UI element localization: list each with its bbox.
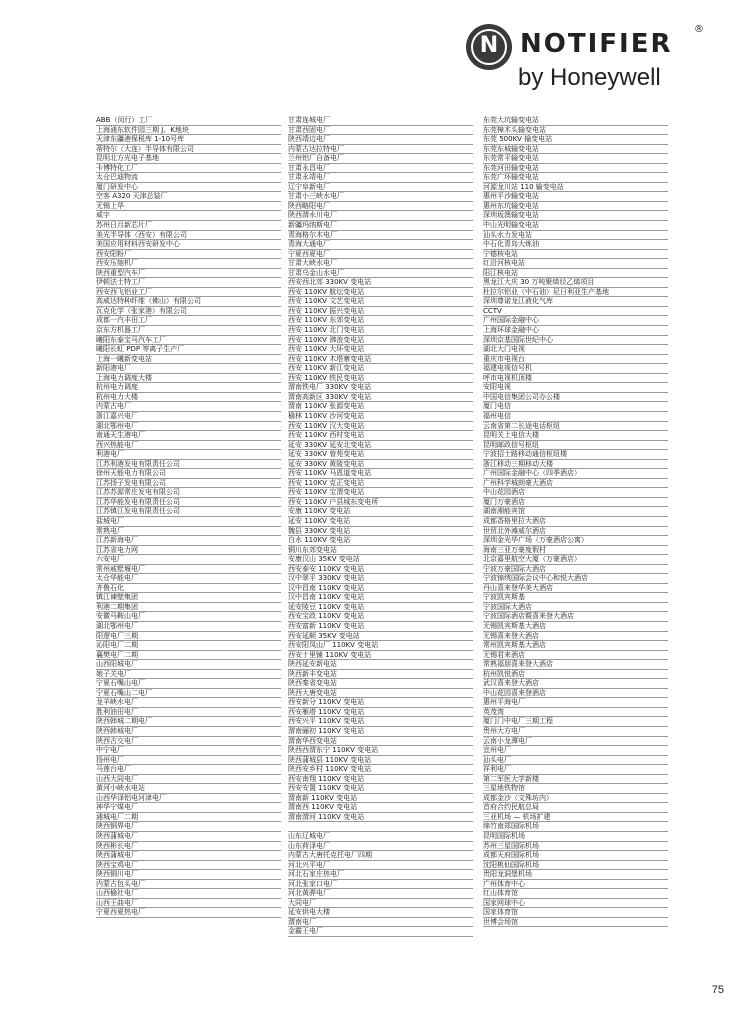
reference-entry: 第二军医大学新楼 xyxy=(483,775,668,785)
reference-entry: 安阳电视 xyxy=(483,383,668,393)
reference-entry: 甘肃乌金山水电厂 xyxy=(288,269,473,279)
reference-entry: 上海浦东软件园三期 J、K地块 xyxy=(96,126,281,136)
reference-entry: 常州凯宾斯基大酒店 xyxy=(483,641,668,651)
reference-entry: 成都金沙（文殊坊内） xyxy=(483,794,668,804)
reference-entry: 西安 110KV 文艺变电站 xyxy=(288,297,473,307)
reference-column-3 xyxy=(483,116,668,927)
reference-entry: 西安富新 110KV 变电站 xyxy=(288,622,473,632)
reference-entry: 西安 110KV 西村变电站 xyxy=(288,431,473,441)
reference-entry: 西安 110KV 铁民变电站 xyxy=(288,374,473,384)
reference-entry: 深圳尊诺龙江液化气库 xyxy=(483,297,668,307)
reference-entry: 成都香格里拉大酒店 xyxy=(483,517,668,527)
reference-entry: 国家体育馆 xyxy=(483,908,668,918)
reference-entry: 无锡君来酒店 xyxy=(483,651,668,661)
reference-entry: 金霸王电厂 xyxy=(288,927,473,937)
reference-entry: 西安压缩机厂 xyxy=(96,259,281,269)
reference-entry: 呼市电视机顶楼 xyxy=(483,374,668,384)
reference-entry: 广州科学城朗豪大酒店 xyxy=(483,479,668,489)
reference-entry: 利港电厂 xyxy=(96,450,281,460)
reference-entry: 西安泰安 110KV 变电站 xyxy=(288,565,473,575)
reference-entry: 常熟福朋喜来登大酒店 xyxy=(483,660,668,670)
reference-entry: 徐州天能电力有限公司 xyxy=(96,469,281,479)
reference-entry: ABB（闵行）工厂 xyxy=(96,116,281,126)
reference-entry: 惠州平海电厂 xyxy=(483,698,668,708)
reference-entry: 蒂特尔（大连）半导体有限公司 xyxy=(96,145,281,155)
reference-entry: 宁德核电站 xyxy=(483,250,668,260)
reference-entry: 渭南 110KV 张源变电站 xyxy=(288,402,473,412)
reference-entry: 空客 A320 天津总装厂 xyxy=(96,192,281,202)
reference-entry: 卡博特化工厂 xyxy=(96,164,281,174)
reference-entry: 陕西靖边电厂 xyxy=(288,135,473,145)
reference-entry: 六安电厂 xyxy=(96,555,281,565)
reference-entry: 陕西蒲城电厂 xyxy=(96,832,281,842)
page-number: 75 xyxy=(711,984,724,996)
reference-entry: 宁波万豪国际大酒店 xyxy=(483,565,668,575)
reference-entry: 龙羊峡水电厂 xyxy=(96,698,281,708)
reference-entry: 榆林 110KV 沙河变电站 xyxy=(288,412,473,422)
reference-entry: 贵阳龙洞堡机场 xyxy=(483,870,668,880)
reference-entry: 西安宝政 110KV 变电站 xyxy=(288,612,473,622)
reference-entry: 昆明北方光电子基地 xyxy=(96,154,281,164)
reference-entry: 昆明关上电信大楼 xyxy=(483,431,668,441)
reference-entry: 河北石家庄热电厂 xyxy=(288,870,473,880)
reference-entry: 渭南华西变电站 xyxy=(288,737,473,747)
reference-entry: 内蒙古包头电厂 xyxy=(96,880,281,890)
reference-entry: 西安西北郊 330KV 变电站 xyxy=(288,278,473,288)
reference-entry: 三星地铁物馆 xyxy=(483,784,668,794)
reference-entry: 惠州东坑输变电站 xyxy=(483,202,668,212)
reference-entry: 江苏镇江发电有限责任公司 xyxy=(96,507,281,517)
reference-entry: 浙江移动三期移动大楼 xyxy=(483,460,668,470)
reference-entry: 太仓华能电厂 xyxy=(96,574,281,584)
reference-entry: 河北兴平电厂 xyxy=(288,861,473,871)
reference-entry: 山西大同电厂 xyxy=(96,775,281,785)
reference-entry: 无锡上华 xyxy=(96,202,281,212)
notifier-badge-icon xyxy=(466,24,512,70)
reference-entry: 中国电信集团公司办公楼 xyxy=(483,393,668,403)
reference-entry: 陕西古交电厂 xyxy=(96,737,281,747)
reference-entry: 曦阳东泰宝马汽车工厂 xyxy=(96,336,281,346)
reference-entry: 云南省第二长途电话枢纽 xyxy=(483,422,668,432)
reference-entry: 渭南电厂 xyxy=(288,918,473,928)
reference-entry: 云南小龙潭电厂 xyxy=(483,737,668,747)
reference-entry: 深圳金光华广场（万豪酒店公寓） xyxy=(483,536,668,546)
reference-entry: 神华宁煤电厂 xyxy=(96,803,281,813)
reference-entry: 宁夏石嘴山二电厂 xyxy=(96,689,281,699)
reference-entry: 陕西大唐变电站 xyxy=(288,689,473,699)
reference-entry: 陕西西渭东宁 110KV 变电站 xyxy=(288,746,473,756)
reference-entry: 河北黄骅电厂 xyxy=(288,889,473,899)
reference-entry: 渭南新 110KV 变电站 xyxy=(288,794,473,804)
reference-entry: 白水 110KV 变电站 xyxy=(288,536,473,546)
reference-entry: 重庆市电视台 xyxy=(483,355,668,365)
reference-entry: 美国应用材料西安研发中心 xyxy=(96,240,281,250)
reference-entry: 东莞常平输变电站 xyxy=(483,154,668,164)
reference-entry: 江苏新海电厂 xyxy=(96,536,281,546)
brand-tagline: by Honeywell xyxy=(518,64,661,91)
reference-entry: 陕西延安新电站 xyxy=(288,660,473,670)
reference-entry: 西安 110KV 航坛变电站 xyxy=(288,288,473,298)
reference-entry: 昆明国际机场 xyxy=(483,832,668,842)
reference-entry: 广州国际金融中心（四季酒店） xyxy=(483,469,668,479)
reference-entry: 上海一曦新变电站 xyxy=(96,355,281,365)
reference-entry: 陕西蒲城电厂 xyxy=(96,851,281,861)
reference-entry: 西安阳凤山厂 110KV 变电站 xyxy=(288,641,473,651)
reference-entry: 陕西略阳电厂 xyxy=(288,202,473,212)
reference-entry: 陕西安乡村 110KV 变电站 xyxy=(288,765,473,775)
reference-entry: 西安 110KV 马恩道变电站 xyxy=(288,469,473,479)
reference-entry: 山西华泽铝电河津电厂 xyxy=(96,794,281,804)
reference-entry: 上海环球金融中心 xyxy=(483,326,668,336)
reference-entry: 渭南骊初 110KV 变电站 xyxy=(288,727,473,737)
reference-list-1 xyxy=(96,116,281,918)
reference-entry: 新疆玛纳斯电厂 xyxy=(288,221,473,231)
reference-entry: 青海格尔木电厂 xyxy=(288,231,473,241)
reference-entry: 美光半导体（西安）有限公司 xyxy=(96,231,281,241)
reference-entry: 常熟电厂 xyxy=(96,527,281,537)
reference-entry: 红山体育馆 xyxy=(483,889,668,899)
reference-entry: 中山花园酒店 xyxy=(483,488,668,498)
reference-list-3 xyxy=(483,116,668,927)
reference-entry: 齐鲁石化 xyxy=(96,584,281,594)
reference-entry: 渭南西 110KV 变电站 xyxy=(288,803,473,813)
reference-entry: 浙江嘉兴电厂 xyxy=(96,412,281,422)
reference-entry: 中山花园喜来登酒店 xyxy=(483,689,668,699)
reference-entry: 三亚机场 — 机场扩建 xyxy=(483,813,668,823)
reference-entry: 首府合约民航总局 xyxy=(483,803,668,813)
reference-entry: 河北张家口电厂 xyxy=(288,880,473,890)
reference-entry: 西安延顺 35KV 变电站 xyxy=(288,632,473,642)
reference-entry: 西安 110KV 振兴变电站 xyxy=(288,307,473,317)
reference-entry: 武汉喜来登大酒店 xyxy=(483,679,668,689)
reference-entry: 上海电力调度大楼 xyxy=(96,374,281,384)
reference-entry: 深圳坂澳输变电站 xyxy=(483,211,668,221)
reference-entry: 宁波锦绣国际会议中心和悦大酒店 xyxy=(483,574,668,584)
reference-entry: 陕西韩城电厂 xyxy=(96,727,281,737)
reference-entry: 兰州铝厂自备电厂 xyxy=(288,154,473,164)
reference-entry: 伊顿法士特工厂 xyxy=(96,278,281,288)
reference-entry: 沁阳电厂二期 xyxy=(96,641,281,651)
reference-entry: 北京嘉里航空大厦（万豪酒店） xyxy=(483,555,668,565)
reference-entry: 甘肃连城电厂 xyxy=(288,116,473,126)
reference-entry: 甘肃永靖电厂 xyxy=(288,173,473,183)
reference-entry: 厦门电信 xyxy=(483,402,668,412)
reference-entry: 西安 110KV 克正变电站 xyxy=(288,479,473,489)
reference-entry: 世贸北外滩威尔酒店 xyxy=(483,527,668,537)
reference-entry: 宁夏西夏热电厂 xyxy=(96,908,281,918)
reference-entry: 阳江核电站 xyxy=(483,269,668,279)
reference-entry: 安康汉山 35KV 变电站 xyxy=(288,555,473,565)
reference-entry: 利港二期集团 xyxy=(96,603,281,613)
reference-entry: 东莞东城输变电站 xyxy=(483,145,668,155)
reference-entry: 杜拉尔铝业（中石油）尼日利亚生产基地 xyxy=(483,288,668,298)
reference-entry: 西兴热能电厂 xyxy=(96,441,281,451)
reference-entry: 常州戚墅堰电厂 xyxy=(96,565,281,575)
reference-entry: 安康 110KV 变电站 xyxy=(288,507,473,517)
reference-entry: 西安 110KV 木塔寨变电站 xyxy=(288,355,473,365)
reference-entry: 国家网球中心 xyxy=(483,899,668,909)
reference-entry: 西安新分 110KV 变电站 xyxy=(288,698,473,708)
reference-entry: 新阳港电厂 xyxy=(96,364,281,374)
reference-entry: 中石化青岛大炼油 xyxy=(483,240,668,250)
reference-entry: 阳逻电厂三期 xyxy=(96,632,281,642)
reference-entry: 苏州日月新芯片厂 xyxy=(96,221,281,231)
reference-entry: 杭州电力大楼 xyxy=(96,393,281,403)
reference-entry: 西安西飞铝业工厂 xyxy=(96,288,281,298)
reference-entry: 陕西宝鸡电厂 xyxy=(96,861,281,871)
reference-entry: 内蒙古达拉特电厂 xyxy=(288,145,473,155)
reference-entry: 湖北大门电视 xyxy=(483,345,668,355)
reference-entry: 陕西彬长电厂 xyxy=(96,842,281,852)
reference-entry: 西安南翔 110KV 变电站 xyxy=(288,775,473,785)
reference-entry: 延安 330KV 曾苑变电站 xyxy=(288,450,473,460)
reference-entry: 陕西秦省变电站 xyxy=(288,679,473,689)
reference-entry: 宜州电厂 xyxy=(483,746,668,756)
reference-entry: 高威达特种纤维（佛山）有限公司 xyxy=(96,297,281,307)
reference-entry: 威宇 xyxy=(96,211,281,221)
reference-entry: 延安供电大楼 xyxy=(288,908,473,918)
reference-entry xyxy=(288,822,473,832)
reference-entry: 陕西重型汽车厂 xyxy=(96,269,281,279)
reference-entry: 内蒙古电厂 xyxy=(96,402,281,412)
reference-entry: 陕西渭水川电厂 xyxy=(288,211,473,221)
reference-entry: 河源龙川站 110 输变电站 xyxy=(483,183,668,193)
reference-entry: 西安 110KV 东郊变电站 xyxy=(288,316,473,326)
reference-entry: 西安 110KV 沸浪变电站 xyxy=(288,336,473,346)
reference-entry: 无锡喜来登大酒店 xyxy=(483,632,668,642)
reference-entry: 湖北鄂州电厂 xyxy=(96,422,281,432)
reference-entry: 厦门研发中心 xyxy=(96,183,281,193)
reference-entry: 成都天府国际机场 xyxy=(483,851,668,861)
reference-entry: 杭州电力调度 xyxy=(96,383,281,393)
reference-entry: 汉中昌南 110KV 变电站 xyxy=(288,584,473,594)
reference-entry: 宁夏石嘴山电厂 xyxy=(96,679,281,689)
reference-column-1 xyxy=(96,116,281,918)
reference-entry: 西安 110KV 汉大变电站 xyxy=(288,422,473,432)
reference-entry: 延安陵豆 110KV 变电站 xyxy=(288,603,473,613)
reference-entry: 甘肃大峡水电厂 xyxy=(288,259,473,269)
reference-entry: 东莞河田输变电站 xyxy=(483,164,668,174)
reference-entry: 西安阳粉厂 xyxy=(96,250,281,260)
reference-entry: 宁夏西夏电厂 xyxy=(288,250,473,260)
reference-entry: 宁波国际酒店暨喜来登大酒店 xyxy=(483,612,668,622)
reference-entry: 江苏扬子发电有限公司 xyxy=(96,479,281,489)
reference-entry: 南通天生港电厂 xyxy=(96,431,281,441)
reference-entry: 山东荷泽电厂 xyxy=(288,842,473,852)
registered-mark: ® xyxy=(694,24,704,35)
reference-entry: 曦阳长虹 PDP 等离子生产厂 xyxy=(96,345,281,355)
reference-entry: 汉中翠平 330KV 变电站 xyxy=(288,574,473,584)
reference-entry: 沈阳桃仙国际机场 xyxy=(483,861,668,871)
reference-entry: 西安 110KV 宝渭变电站 xyxy=(288,488,473,498)
reference-entry: 江苏苏源常庄发电有限公司 xyxy=(96,488,281,498)
reference-entry: 山西阳城电厂 xyxy=(96,660,281,670)
reference-entry: 西安安置 110KV 变电站 xyxy=(288,784,473,794)
reference-entry: 贵州大方电厂 xyxy=(483,727,668,737)
reference-entry: 汕头水力发电站 xyxy=(483,231,668,241)
reference-entry: 西安兴平 110KV 变电站 xyxy=(288,717,473,727)
reference-entry: 西安十里铺 110KV 变电站 xyxy=(288,651,473,661)
reference-entry: 中宁电厂 xyxy=(96,746,281,756)
reference-entry: 深圳京基国际世纪中心 xyxy=(483,336,668,346)
reference-entry: 京东方机器工厂 xyxy=(96,326,281,336)
notifier-honeywell-logo xyxy=(466,22,716,100)
reference-entry: 湖南湘能宾馆 xyxy=(483,507,668,517)
reference-entry: 湖北鄂州电厂 xyxy=(96,622,281,632)
reference-entry: 西安雁塔 110KV 变电站 xyxy=(288,708,473,718)
reference-entry: 陕西铜界电厂 xyxy=(96,822,281,832)
reference-entry: 马莲台电厂 xyxy=(96,765,281,775)
reference-entry: 成都一汽丰田工厂 xyxy=(96,316,281,326)
reference-entry: 福州电信 xyxy=(483,412,668,422)
reference-entry: 扬州电厂 xyxy=(96,756,281,766)
reference-entry: 广州体育中心 xyxy=(483,880,668,890)
reference-entry: 襄樊电厂二期 xyxy=(96,651,281,661)
reference-entry: 渭南渭河 110KV 变电站 xyxy=(288,813,473,823)
reference-entry: 福建电视信号机 xyxy=(483,364,668,374)
reference-entry: 黑龙江大庆 30 万吨聚烯烃乙烯项目 xyxy=(483,278,668,288)
reference-entry: 渭南铁电厂 330KV 变电站 xyxy=(288,383,473,393)
reference-entry: 山西榆社电厂 xyxy=(96,889,281,899)
reference-entry: 延安 330KV 黄陵变电站 xyxy=(288,460,473,470)
reference-entry: 延安 330KV 延安北变电站 xyxy=(288,441,473,451)
reference-entry: 浦城电厂二期 xyxy=(96,813,281,823)
reference-entry: 陕西新丰变电站 xyxy=(288,670,473,680)
reference-entry: 铜川东郊变电站 xyxy=(288,546,473,556)
reference-entry: 山东辽城电厂 xyxy=(288,832,473,842)
reference-entry: 海南三亚万豪度假村 xyxy=(483,546,668,556)
reference-entry: 甘肃永昌电厂 xyxy=(288,164,473,174)
reference-entry: 杭州凯悦酒店 xyxy=(483,670,668,680)
reference-entry: 宁波凯宾斯基 xyxy=(483,593,668,603)
reference-entry: 瓦克化学（张家港）有限公司 xyxy=(96,307,281,317)
reference-entry: 安徽马鞍山电厂 xyxy=(96,612,281,622)
reference-entry: 惠州平沙输变电站 xyxy=(483,192,668,202)
reference-entry: 江苏省电力网 xyxy=(96,546,281,556)
reference-entry: 东莞樟木头输变电站 xyxy=(483,126,668,136)
reference-entry: 陕西蒲城县 110KV 变电站 xyxy=(288,756,473,766)
reference-entry: 山西王曲电厂 xyxy=(96,899,281,909)
reference-entry: 内蒙古大唐托克托电厂四期 xyxy=(288,851,473,861)
reference-entry: 镇江谏壁集团 xyxy=(96,593,281,603)
reference-entry: 厦门门中电厂三期工程 xyxy=(483,717,668,727)
reference-entry: 盐城电厂 xyxy=(96,517,281,527)
reference-entry: 胜利油田电厂 xyxy=(96,708,281,718)
brand-name: NOTIFIER xyxy=(520,29,673,59)
reference-entry: 汉中昌南 110KV 变电站 xyxy=(288,593,473,603)
reference-entry: 丹山喜来登华美大酒店 xyxy=(483,584,668,594)
reference-entry: 东莞大坑输变电站 xyxy=(483,116,668,126)
reference-entry: CCTV xyxy=(483,307,668,317)
reference-entry: 汕头电厂 xyxy=(483,756,668,766)
reference-column-2 xyxy=(288,116,473,937)
reference-entry: 东莞 500KV 输变电站 xyxy=(483,135,668,145)
reference-list-2 xyxy=(288,116,473,937)
reference-entry: 无锡凯宾斯基大酒店 xyxy=(483,622,668,632)
reference-entry: 英茂湾 xyxy=(483,708,668,718)
reference-entry: 大同电厂 xyxy=(288,899,473,909)
reference-entry: 绵竹南郑国际机场 xyxy=(483,822,668,832)
reference-entry: 宁波国际大酒店 xyxy=(483,603,668,613)
reference-entry: 青海大通电厂 xyxy=(288,240,473,250)
reference-entry: 江苏华能发电有限责任公司 xyxy=(96,498,281,508)
reference-entry: 世博会场馆 xyxy=(483,918,668,928)
reference-entry: 祥利电厂 xyxy=(483,765,668,775)
reference-entry: 江苏利港发电有限责任公司 xyxy=(96,460,281,470)
reference-entry: 宁波招士路移动通信枢纽楼 xyxy=(483,450,668,460)
reference-entry: 厦门万豪酒店 xyxy=(483,498,668,508)
reference-entry: 黄河小峡水电站 xyxy=(96,784,281,794)
reference-entry: 苏州三星国际机场 xyxy=(483,842,668,852)
reference-entry: 甘肃西固电厂 xyxy=(288,126,473,136)
reference-entry: 辽宁阜新电厂 xyxy=(288,183,473,193)
reference-entry: 红沿河核电站 xyxy=(483,259,668,269)
reference-entry: 中山光明输变电站 xyxy=(483,221,668,231)
reference-entry: 西安 110KV 大环变电站 xyxy=(288,345,473,355)
reference-entry: 天津东疆港保税库 1-10号库 xyxy=(96,135,281,145)
reference-entry: 西安 110KV 新江变电站 xyxy=(288,364,473,374)
reference-entry: 太仓巴迪物流 xyxy=(96,173,281,183)
reference-entry: 西安 110KV 户县城东变电所 xyxy=(288,498,473,508)
reference-entry: 娘子关电厂 xyxy=(96,670,281,680)
reference-entry: 陕西韩城二期电厂 xyxy=(96,717,281,727)
reference-entry: 甘肃小三峡水电厂 xyxy=(288,192,473,202)
reference-entry: 魏县 330KV 变电站 xyxy=(288,527,473,537)
reference-entry: 渭南高新区 330KV 变电站 xyxy=(288,393,473,403)
badge-letter: N xyxy=(479,33,499,58)
reference-entry: 西安 110KV 北门变电站 xyxy=(288,326,473,336)
reference-entry: 广州国际金融中心 xyxy=(483,316,668,326)
reference-entry: 延安 110KV 变电站 xyxy=(288,517,473,527)
reference-entry: 东莞广环输变电站 xyxy=(483,173,668,183)
reference-entry: 昆明邮政信号枢纽 xyxy=(483,441,668,451)
reference-entry: 陕西铜川电厂 xyxy=(96,870,281,880)
